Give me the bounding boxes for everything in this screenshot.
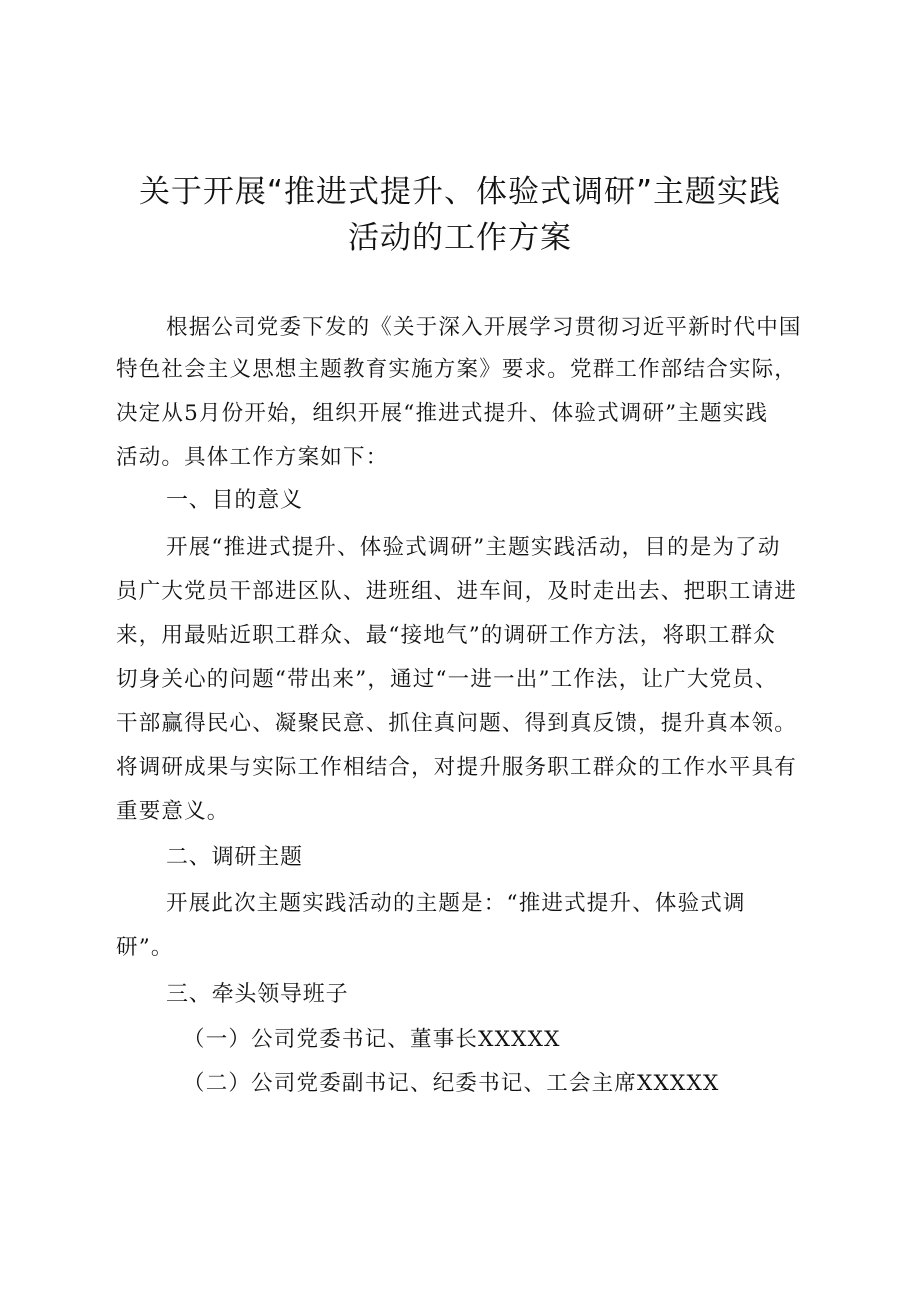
paragraph-line: 研”。 bbox=[116, 935, 174, 960]
paragraph-line: 重要意义。 bbox=[116, 799, 230, 824]
paragraph-line: 开展“推进式提升、体验式调研”主题实践活动，目的是为了动 bbox=[166, 535, 781, 560]
paragraph-line: 来，用最贴近职工群众、最“接地气”的调研工作方法，将职工群众 bbox=[116, 623, 776, 648]
section-heading-leadership: 三、牵头领导班子 bbox=[166, 982, 349, 1007]
paragraph-line: 将调研成果与实际工作相结合，对提升服务职工群众的工作水平具有 bbox=[116, 755, 798, 780]
leadership-item: （一）公司党委书记、董事长XXXXX bbox=[183, 1027, 561, 1052]
section-heading-purpose: 一、目的意义 bbox=[166, 488, 303, 513]
paragraph-line: 切身关心的问题“带出来”，通过“一进一出”工作法，让广大党员、 bbox=[116, 667, 778, 692]
paragraph-line: 干部赢得民心、凝聚民意、抓住真问题、得到真反馈，提升真本领。 bbox=[116, 711, 798, 736]
section-heading-topic: 二、调研主题 bbox=[166, 845, 303, 870]
intro-line: 特色社会主义思想主题教育实施方案》要求。党群工作部结合实际， bbox=[116, 357, 798, 382]
paragraph-line: 开展此次主题实践活动的主题是：“推进式提升、体验式调 bbox=[166, 891, 746, 916]
document-title-line-2: 活动的工作方案 bbox=[348, 220, 572, 256]
intro-line: 活动。具体工作方案如下： bbox=[116, 445, 389, 470]
leadership-item: （二）公司党委副书记、纪委书记、工会主席XXXXX bbox=[183, 1071, 720, 1096]
intro-line: 决定从5月份开始，组织开展“推进式提升、体验式调研”主题实践 bbox=[116, 401, 769, 426]
paragraph-line: 员广大党员干部进区队、进班组、进车间，及时走出去、把职工请进 bbox=[116, 579, 798, 604]
document-title-line-1: 关于开展“推进式提升、体验式调研”主题实践 bbox=[138, 174, 782, 210]
intro-line: 根据公司党委下发的《关于深入开展学习贯彻习近平新时代中国 bbox=[166, 315, 802, 340]
